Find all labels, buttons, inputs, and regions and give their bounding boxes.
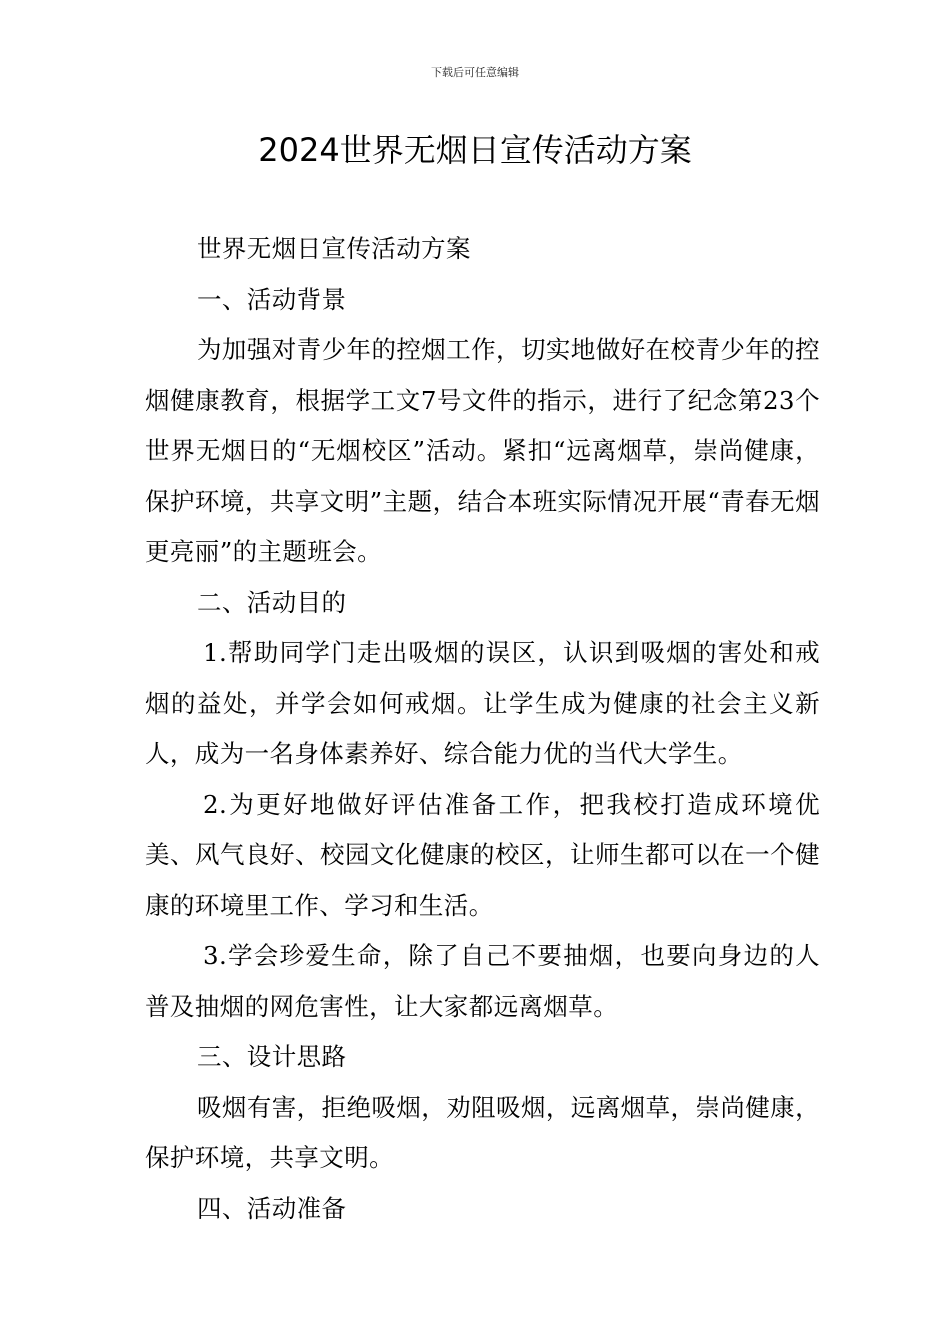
section-heading-design: 三、设计思路 bbox=[197, 1042, 347, 1071]
purpose-item-2: 2.为更好地做好评估准备工作，把我校打造成环境优美、风气良好、校园文化健康的校区，让师生都可以在一个健康的环境里工作、学习和生活。 bbox=[145, 789, 820, 920]
section-heading-background: 一、活动背景 bbox=[197, 284, 347, 314]
document-body bbox=[145, 224, 820, 1234]
background-paragraph: 为加强对青少年的控烟工作，切实地做好在校青少年的控烟健康教育，根据学工文7号文件的指示，进行了纪念第23个世界无烟日的“无烟校区”活动。紧扣“远离烟草，崇尚健康，保护环境，共享文明”主题，结合本班实际情况开展“青春无烟更亮丽”的主题班会。 bbox=[145, 335, 820, 566]
subtitle-paragraph: 世界无烟日宣传活动方案 bbox=[197, 234, 471, 263]
purpose-item-1: 1.帮助同学门走出吸烟的误区，认识到吸烟的害处和戒烟的益处，并学会如何戒烟。让学生成为健康的社会主义新人，成为一名身体素养好、综合能力优的当代大学生。 bbox=[145, 638, 820, 768]
header-note: 下载后可任意编辑 bbox=[431, 66, 519, 79]
section-heading-preparation: 四、活动准备 bbox=[197, 1193, 347, 1223]
purpose-item-3: 3.学会珍爱生命，除了自己不要抽烟，也要向身边的人普及抽烟的网危害性，让大家都远离烟草。 bbox=[145, 941, 820, 1021]
section-heading-purpose: 二、活动目的 bbox=[197, 587, 347, 617]
document-title: 2024世界无烟日宣传活动方案 bbox=[258, 131, 692, 169]
design-paragraph: 吸烟有害，拒绝吸烟，劝阻吸烟，远离烟草，崇尚健康，保护环境，共享文明。 bbox=[145, 1092, 820, 1172]
